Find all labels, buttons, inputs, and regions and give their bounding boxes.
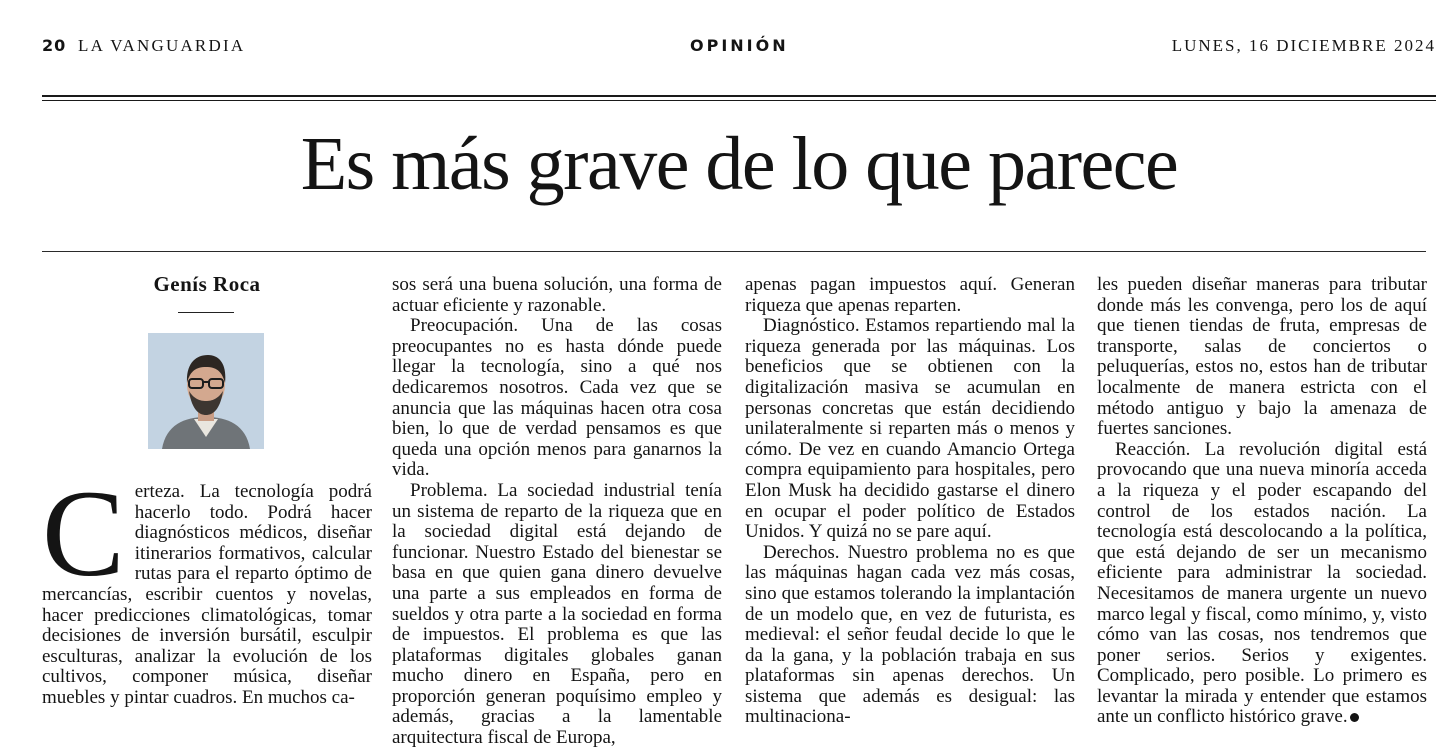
paragraph: apenas pagan impuestos aquí. Generan riqueza que apenas reparten. [745, 274, 1075, 316]
masthead [42, 34, 1436, 58]
paragraph: les pueden diseñar maneras para tributar donde más les convenga, pero los de aquí que tienen tiendas de fruta, empresas de transporte, salas de conciertos o peluquerías, estos no, estos han de tributar localmente de manera estricta con el método antiguo y bajo la amenaza de fuertes sanciones. [1097, 274, 1427, 440]
author-portrait-icon [148, 333, 264, 449]
header-rule-thin [42, 100, 1436, 101]
drop-cap: C [42, 465, 125, 602]
paragraph: Problema. La sociedad industrial tenía un sistema de reparto de la riqueza que en la sociedad digital está dejando de funcionar. Nuestro Estado del bienestar se basa en que quien gana dinero devuelve una parte a sus empleados en forma de sueldos y otra parte a la sociedad en forma de impuestos. El problema es que las plataformas digitales globales ganan mucho dinero en España, pero en proporción generan poquísimo empleo y además, gracias a la lamentable arquitectura fiscal de Europa, [392, 479, 722, 749]
paragraph [1097, 440, 1427, 728]
article-column-1 [42, 465, 372, 709]
newspaper-name: LA VANGUARDIA [78, 36, 246, 55]
header-rule-thick [42, 95, 1436, 97]
byline-rule [178, 312, 234, 313]
page-number: 20 [42, 36, 67, 55]
headline: Es más grave de lo que parece [300, 122, 1178, 206]
paragraph: sos será una buena solución, una forma de actuar eficiente y razonable. [392, 274, 722, 316]
author-avatar [148, 333, 264, 449]
paragraph: Preocupación. Una de las cosas preocupantes no es hasta dónde puede llegar la tecnología, sino a qué nos dedicaremos nosotros. Cada vez que se anuncia que las máquinas hacen otra cosa bien, lo que de verdad pensamos es que queda una opción menos para ganarnos la vida. [392, 315, 722, 481]
section-label: OPINIÓN [690, 36, 789, 55]
paragraph: Derechos. Nuestro problema no es que las máquinas hagan cada vez más cosas, sino que estamos tolerando la implantación de un modelo que, en vez de futurista, es medieval: el señor feudal decide lo que le da la gana, y la población trabaja en sus plataformas sin apenas derechos. Un sistema que además es desigual: las multinaciona- [745, 541, 1075, 728]
article-column-3 [745, 275, 1075, 728]
issue-date: LUNES, 16 DICIEMBRE 2024 [1171, 36, 1436, 55]
paragraph: Diagnóstico. Estamos repartiendo mal la riqueza generada por las máquinas. Los beneficios que se obtienen con la digitalización masiva se acumulan en personas concretas que están decidiendo unilateralmente si reparten más o menos y cómo. De vez en cuando Amancio Ortega compra equipamiento para hospitales, pero Elon Musk ha decidido gastarse el dinero en ocupar el poder político de Estados Unidos. Y quizá no se pare aquí. [745, 315, 1075, 543]
closing-paragraph: Reacción. La revolución digital está provocando que una nueva minoría acceda a la riqueza y el poder escapando del control de los estados nación. La tecnología está descolocando a la política, que está dejando de ser un mecanismo eficiente para administrar la sociedad. Necesitamos de manera urgente un nuevo marco legal y fiscal, como mínimo, y, visto cómo van las cosas, nos tendremos que poner serios. Serios y exigentes. Complicado, pero posible. Lo primero es levantar la mirada y entender que estamos ante un conflicto histórico grave. [1097, 438, 1427, 728]
headline-rule [42, 251, 1426, 252]
article-column-4 [1097, 275, 1427, 728]
end-mark-icon [1350, 713, 1359, 722]
column-1-text: erteza. La tecnología podrá hacerlo todo. Podrá hacer diagnósticos médicos, diseñar itinerarios formativos, calcular rutas para el reparto óptimo de mercancías, escribir cuentos y novelas, hacer predicciones climatológicas, tomar decisiones de inversión bursátil, esculpir esculturas, analizar la evolución de los cultivos, componer música, diseñar muebles y pintar cuadros. En muchos ca- [42, 481, 372, 708]
author-byline: Genís Roca [153, 272, 261, 296]
article-column-2 [392, 275, 722, 749]
